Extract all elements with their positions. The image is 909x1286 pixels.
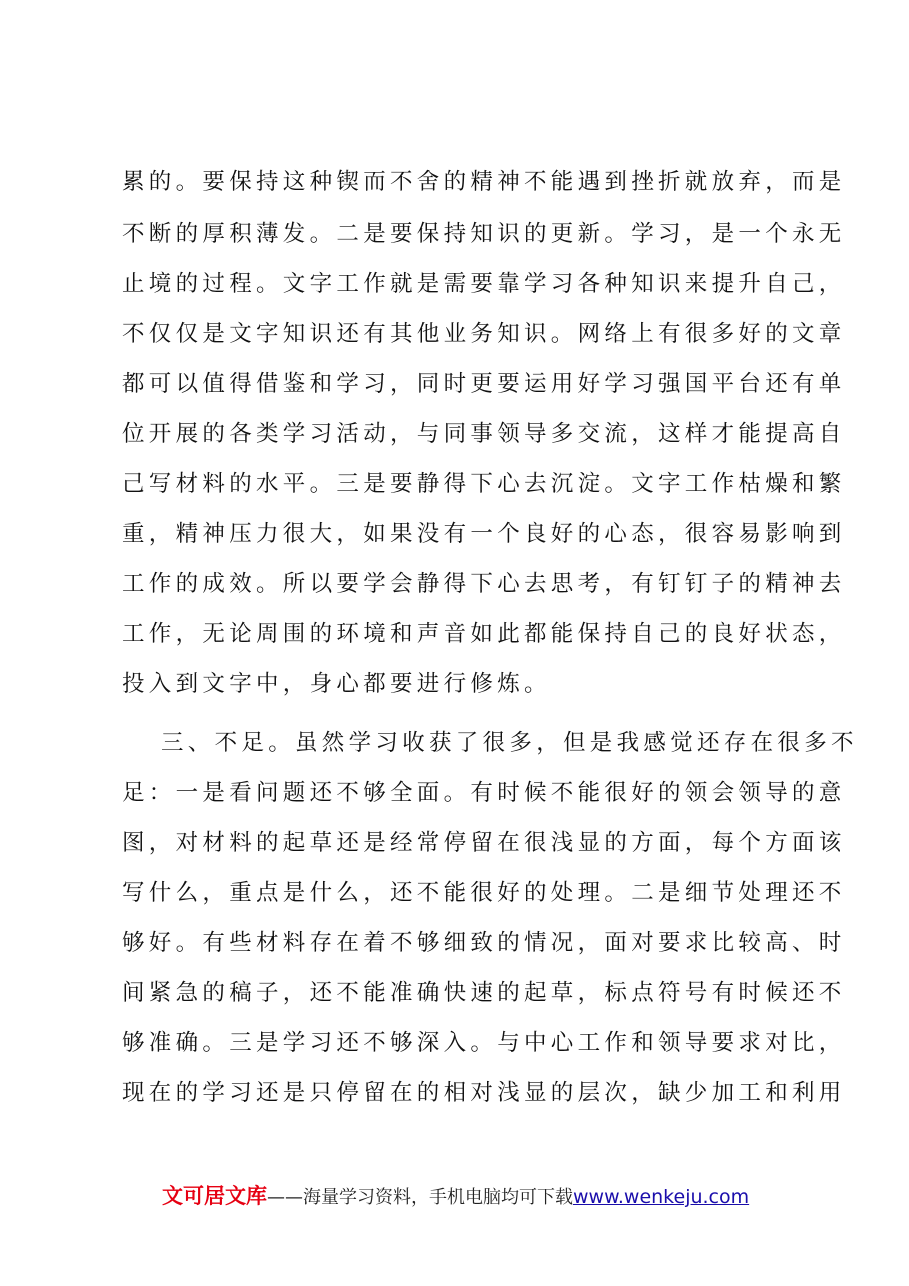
footer-slogan: ——海量学习资料，手机电脑均可下载: [267, 1187, 573, 1208]
body-line: 图，对材料的起草还是经常停留在很浅显的方面，每个方面该: [122, 830, 846, 856]
site-link[interactable]: www.wenkeju.com: [573, 1186, 750, 1208]
body-line: 都可以值得借鉴和学习，同时更要运用好学习强国平台还有单: [122, 371, 846, 397]
body-line: 重，精神压力很大，如果没有一个良好的心态，很容易影响到: [122, 521, 846, 547]
body-line: 工作，无论周围的环境和声音如此都能保持自己的良好状态，: [122, 621, 846, 647]
body-line: 够准确。三是学习还不够深入。与中心工作和领导要求对比，: [122, 1030, 846, 1056]
body-line: 位开展的各类学习活动，与同事领导多交流，这样才能提高自: [122, 421, 846, 447]
body-line: 足：一是看问题还不够全面。有时候不能很好的领会领导的意: [122, 780, 846, 806]
body-line: 间紧急的稿子，还不能准确快速的起草，标点符号有时候还不: [122, 980, 846, 1006]
body-line: 现在的学习还是只停留在的相对浅显的层次，缺少加工和利用: [122, 1080, 846, 1106]
brand-name: 文可居文库: [162, 1184, 267, 1208]
body-line: 够好。有些材料存在着不够细致的情况，面对要求比较高、时: [122, 930, 846, 956]
body-line: 己写材料的水平。三是要静得下心去沉淀。文字工作枯燥和繁: [122, 471, 846, 497]
section-heading-line: 三、不足。虽然学习收获了很多，但是我感觉还存在很多不: [161, 730, 858, 756]
body-line: 累的。要保持这种锲而不舍的精神不能遇到挫折就放弃，而是: [122, 169, 846, 195]
body-line: 写什么，重点是什么，还不能很好的处理。二是细节处理还不: [122, 880, 846, 906]
footer-banner: [162, 1184, 802, 1210]
body-line: 不仅仅是文字知识还有其他业务知识。网络上有很多好的文章: [122, 321, 846, 347]
body-line: 不断的厚积薄发。二是要保持知识的更新。学习，是一个永无: [122, 221, 846, 247]
body-line: 投入到文字中，身心都要进行修炼。: [122, 671, 551, 697]
body-line: 工作的成效。所以要学会静得下心去思考，有钉钉子的精神去: [122, 571, 846, 597]
body-line: 止境的过程。文字工作就是需要靠学习各种知识来提升自己，: [122, 271, 846, 297]
